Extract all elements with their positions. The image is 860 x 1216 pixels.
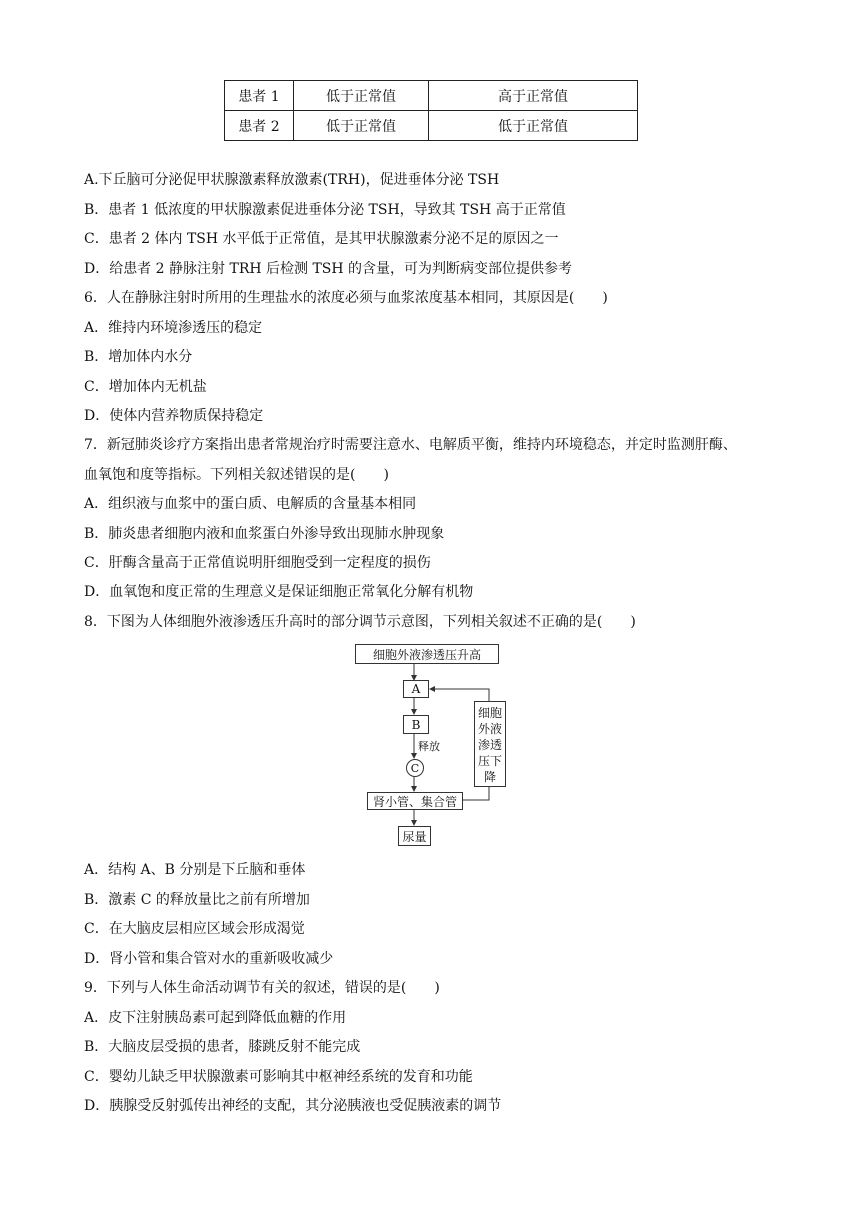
table-cell: 高于正常值 [429, 81, 638, 111]
option-d-q5: D．给患者 2 静脉注射 TRH 后检测 TSH 的含量，可为判断病变部位提供参考 [84, 261, 573, 277]
table-cell: 低于正常值 [429, 111, 638, 141]
question-8: 8．下图为人体细胞外液渗透压升高时的部分调节示意图，下列相关叙述不正确的是( ) [84, 614, 636, 630]
option-d-q6: D．使体内营养物质保持稳定 [84, 408, 264, 424]
release-label: 释放 [418, 740, 440, 753]
feedback-text: 细胞 [477, 706, 502, 720]
option-b-q7: B．肺炎患者细胞内液和血浆蛋白外渗导致出现肺水肿现象 [84, 526, 445, 542]
osmotic-pressure-rise-box: 细胞外液渗透压升高 [355, 644, 499, 664]
option-b-q8: B．激素 C 的释放量比之前有所增加 [84, 892, 310, 908]
table-row [225, 81, 638, 111]
option-c-q9: C．婴幼儿缺乏甲状腺激素可影响其中枢神经系统的发育和功能 [84, 1069, 473, 1085]
option-a-q5: A.下丘脑可分泌促甲状腺激素释放激素(TRH)，促进垂体分泌 TSH [84, 172, 500, 188]
feedback-text: 渗透 [477, 738, 502, 752]
question-7-line-2: 血氧饱和度等指标。下列相关叙述错误的是( ) [84, 467, 389, 483]
option-a-q7: A．组织液与血浆中的蛋白质、电解质的含量基本相同 [84, 496, 417, 512]
structure-b-box: B [403, 715, 429, 734]
structure-a-box: A [403, 680, 429, 698]
option-d-q7: D．血氧饱和度正常的生理意义是保证细胞正常氧化分解有机物 [84, 584, 474, 600]
regulation-diagram [355, 644, 507, 850]
option-c-q5: C．患者 2 体内 TSH 水平低于正常值，是其甲状腺激素分泌不足的原因之一 [84, 231, 559, 247]
table-row [225, 111, 638, 141]
patient-table [224, 80, 638, 141]
option-c-q6: C．增加体内无机盐 [84, 379, 207, 395]
option-a-q9: A．皮下注射胰岛素可起到降低血糖的作用 [84, 1010, 347, 1026]
feedback-text: 压下 [477, 754, 502, 768]
hormone-c-circle: C [406, 759, 424, 777]
option-b-q9: B．大脑皮层受损的患者，膝跳反射不能完成 [84, 1039, 361, 1055]
option-c-q7: C．肝酶含量高于正常值说明肝细胞受到一定程度的损伤 [84, 555, 431, 571]
option-a-q8: A．结构 A、B 分别是下丘脑和垂体 [84, 862, 306, 878]
table-cell: 低于正常值 [294, 111, 429, 141]
feedback-text: 外液 [477, 722, 502, 736]
question-6: 6．人在静脉注射时所用的生理盐水的浓度必须与血浆浓度基本相同，其原因是( ) [84, 290, 608, 306]
question-7-line-1: 7．新冠肺炎诊疗方案指出患者常规治疗时需要注意水、电解质平衡，维持内环境稳态，并定时监测肝酶、 [84, 437, 737, 453]
option-c-q8: C．在大脑皮层相应区域会形成渴觉 [84, 921, 305, 937]
table-cell: 患者 1 [225, 81, 294, 111]
osmotic-pressure-drop-box [474, 701, 506, 787]
table-cell: 患者 2 [225, 111, 294, 141]
urine-volume-box: 尿量 [398, 826, 431, 846]
question-9: 9．下列与人体生命活动调节有关的叙述，错误的是( ) [84, 980, 440, 996]
kidney-tubule-box: 肾小管、集合管 [367, 792, 463, 810]
option-d-q9: D．胰腺受反射弧传出神经的支配，其分泌胰液也受促胰液素的调节 [84, 1098, 502, 1114]
table-cell: 低于正常值 [294, 81, 429, 111]
option-b-q5: B．患者 1 低浓度的甲状腺激素促进垂体分泌 TSH，导致其 TSH 高于正常值 [84, 202, 566, 218]
option-d-q8: D．肾小管和集合管对水的重新吸收减少 [84, 951, 334, 967]
feedback-text: 降 [483, 770, 496, 784]
option-b-q6: B．增加体内水分 [84, 349, 193, 365]
option-a-q6: A．维持内环境渗透压的稳定 [84, 320, 263, 336]
